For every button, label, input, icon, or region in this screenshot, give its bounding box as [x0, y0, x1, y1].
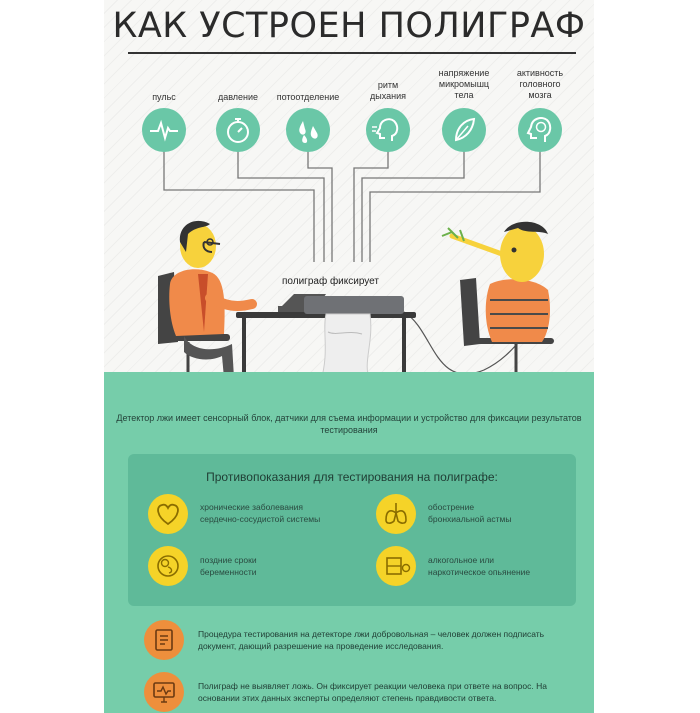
- infographic: [104, 0, 594, 713]
- contraindication-intoxication: алкогольное или наркотическое опьянение: [428, 555, 531, 577]
- heart-icon: [148, 494, 188, 534]
- sensor-label-sweat: потоотделение: [276, 92, 340, 102]
- contraindication-asthma: обострение бронхиальной астмы: [428, 502, 512, 524]
- breath-head-icon: [366, 108, 410, 152]
- suspect-illustration: [430, 214, 590, 390]
- intro-text: Детектор лжи имеет сенсорный блок, датчики для съема информации и устройство для фиксации результатов тестирования: [116, 413, 582, 435]
- sensor-label-pulse: пульс: [152, 92, 176, 102]
- monitor-icon: [144, 672, 184, 712]
- bottle-icon: [376, 546, 416, 586]
- muscle-leaf-icon: [442, 108, 486, 152]
- lungs-icon: [376, 494, 416, 534]
- contraindication-heart: хронические заболевания сердечно-сосудистой системы: [200, 502, 321, 524]
- drops-icon: [286, 108, 330, 152]
- brain-head-icon: [518, 108, 562, 152]
- title-underline: [128, 52, 576, 54]
- fetus-icon: [148, 546, 188, 586]
- stopwatch-icon: [216, 108, 260, 152]
- sensor-label-brain: активность головного мозга: [516, 68, 564, 100]
- page-title: КАК УСТРОЕН ПОЛИГРАФ: [112, 6, 586, 46]
- sensor-label-pressure: давление: [217, 92, 259, 102]
- voluntary-note: Процедура тестирования на детекторе лжи добровольная – человек должен подписать документ, дающий разрешение на проведение исследования.: [198, 629, 545, 651]
- no-lie-detection-note: Полиграф не выявляет ложь. Он фиксирует реакции человека при ответе на вопрос. На основании этих данных эксперты определяют степень правдивости ответа.: [198, 681, 547, 703]
- contraindications-title: Противопоказания для тестирования на полиграфе:: [206, 470, 498, 484]
- contraindication-pregnancy: поздние сроки беременности: [200, 555, 257, 577]
- heartbeat-icon: [142, 108, 186, 152]
- monitor-label: полиграф фиксирует: [282, 276, 379, 287]
- sensor-label-breath: ритм дыхания: [370, 80, 406, 101]
- sensor-label-muscle: напряжение микромышц тела: [438, 68, 490, 100]
- contraindications-panel: [128, 454, 576, 606]
- clipboard-icon: [144, 620, 184, 660]
